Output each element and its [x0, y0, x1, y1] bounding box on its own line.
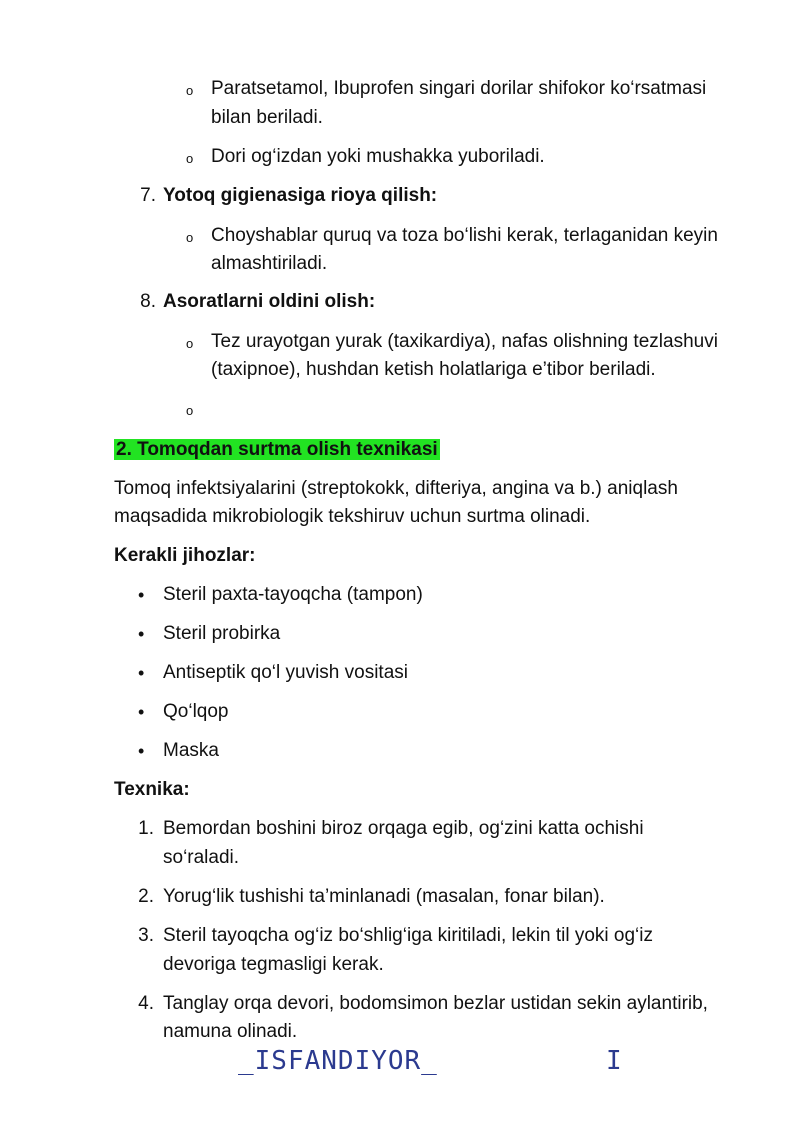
equipment-item: Antiseptik qo‘l yuvish vositasi: [163, 662, 408, 683]
list-bullet: •: [138, 663, 145, 683]
equipment-item: Maska: [163, 740, 219, 761]
sub-item-line: almashtiriladi.: [211, 253, 328, 274]
sub-item-line: Choyshablar quruq va toza bo‘lishi kerak, terlaganidan keyin: [211, 225, 718, 246]
sub-item-line: Tez urayotgan yurak (taxikardiya), nafas olishning tezlashuvi: [211, 331, 718, 352]
sub-bullet: o: [186, 336, 194, 351]
step-line: devoriga tegmasligi kerak.: [163, 954, 384, 975]
sub-bullet: o: [186, 403, 194, 418]
sub-item-line: bilan beriladi.: [211, 107, 323, 128]
step-number: 3.: [138, 925, 154, 946]
step-number: 2.: [138, 886, 154, 907]
list-item-title: Yotoq gigienasiga rioya qilish:: [163, 185, 438, 206]
sub-bullet: o: [186, 83, 194, 98]
footer-page-mark: I: [606, 1046, 622, 1076]
technique-heading: Texnika:: [114, 779, 190, 800]
equipment-item: Steril probirka: [163, 623, 281, 644]
equipment-item: Qo‘lqop: [163, 701, 229, 722]
section-heading-text: 2. Tomoqdan surtma olish texnikasi: [116, 439, 438, 460]
step-number: 1.: [138, 818, 154, 839]
list-number: 8.: [140, 291, 156, 312]
step-line: Bemordan boshini biroz orqaga egib, og‘zini katta ochishi: [163, 818, 644, 839]
step-number: 4.: [138, 993, 154, 1014]
step-line: Tanglay orqa devori, bodomsimon bezlar ustidan sekin aylantirib,: [163, 993, 708, 1014]
step-line: namuna olinadi.: [163, 1021, 298, 1042]
sub-item-line: (taxipnoe), hushdan ketish holatlariga e’tibor beriladi.: [211, 359, 656, 380]
step-line: so‘raladi.: [163, 847, 240, 868]
sub-bullet: o: [186, 230, 194, 245]
list-bullet: •: [138, 624, 145, 644]
list-bullet: •: [138, 585, 145, 605]
list-bullet: •: [138, 741, 145, 761]
list-number: 7.: [140, 185, 156, 206]
step-line: Yorug‘lik tushishi ta’minlanadi (masalan, fonar bilan).: [163, 886, 605, 907]
list-item-title: Asoratlarni oldini olish:: [163, 291, 376, 312]
intro-line: Tomoq infektsiyalarini (streptokokk, difteriya, angina va b.) aniqlash: [114, 478, 678, 499]
list-bullet: •: [138, 702, 145, 722]
section-heading: [114, 436, 440, 464]
sub-item-line: Paratsetamol, Ibuprofen singari dorilar shifokor ko‘rsatmasi: [211, 78, 707, 99]
equipment-heading: Kerakli jihozlar:: [114, 545, 256, 566]
equipment-item: Steril paxta-tayoqcha (tampon): [163, 584, 423, 605]
sub-item-line: Dori og‘izdan yoki mushakka yuboriladi.: [211, 146, 545, 167]
sub-bullet: o: [186, 151, 194, 166]
intro-line: maqsadida mikrobiologik tekshiruv uchun surtma olinadi.: [114, 506, 591, 527]
footer-author: _ISFANDIYOR_: [238, 1046, 438, 1076]
step-line: Steril tayoqcha og‘iz bo‘shlig‘iga kiritiladi, lekin til yoki og‘iz: [163, 925, 654, 946]
